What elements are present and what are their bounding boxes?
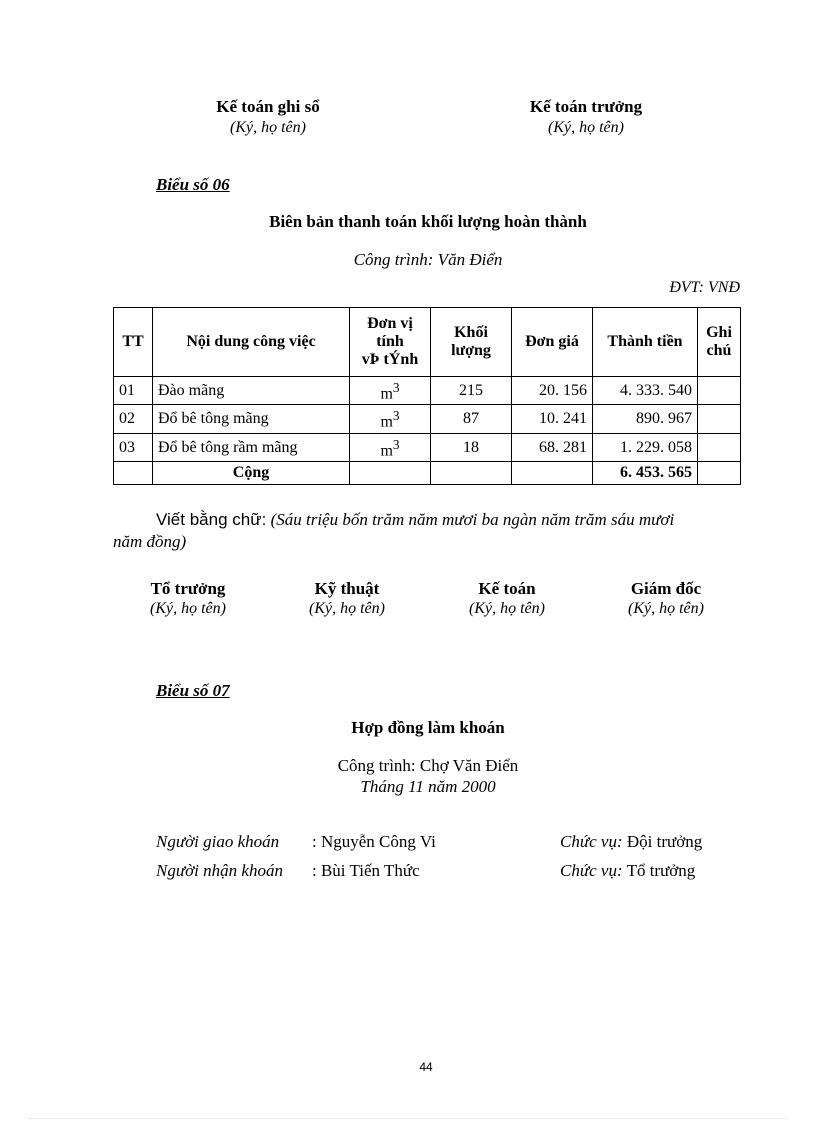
form-07-date: Tháng 11 năm 2000 (360, 777, 496, 796)
signature-sub-giam-doc: (Ký, họ tên) (628, 600, 704, 617)
page-bottom-divider (28, 1118, 788, 1119)
table-header-row (114, 308, 741, 377)
cell-amount: 890. 967 (593, 405, 698, 433)
signature-title-ky-thuat: Kỹ thuật (314, 579, 380, 598)
cell-content: Đổ bê tông rầm mãng (153, 433, 350, 461)
party-name-giao: : Nguyễn Công Vi (312, 832, 436, 851)
unit-sup: 3 (392, 380, 400, 395)
unit-sup: 3 (392, 436, 400, 452)
position-value: Đội trưởng (622, 832, 703, 851)
cell-content: Đào mãng (153, 377, 350, 405)
signature-sub-to-truong: (Ký, họ tên) (150, 600, 226, 617)
signature-title-giam-doc: Giám đốc (630, 579, 702, 598)
cell-note (698, 405, 741, 433)
cell-qty: 215 (431, 377, 512, 405)
cell-unit (350, 433, 431, 461)
words-value-part1: (Sáu triệu bốn trăm năm mươi ba ngàn năm trăm sáu mươi (270, 510, 675, 529)
unit-base: m (380, 385, 393, 403)
col-unit-line2: tính (376, 333, 404, 350)
form-07-label: Biểu số 07 (156, 681, 230, 700)
col-note-line2: chú (706, 342, 732, 359)
party-position-nhan (560, 861, 695, 881)
total-row (114, 461, 741, 484)
cell-empty (350, 461, 431, 484)
form-06-project: Công trình: Văn Điển (353, 250, 503, 269)
signature-title-ke-toan: Kế toán (478, 579, 536, 598)
cell-amount: 4. 333. 540 (593, 377, 698, 405)
form-06-title: Biên bản thanh toán khối lượng hoàn thành (269, 212, 587, 231)
col-content: Nội dung công việc (153, 308, 350, 377)
col-qty-line1: Khối (454, 324, 488, 341)
unit-base: m (380, 441, 393, 459)
col-qty-line2: lượng (451, 342, 491, 359)
cell-tt: 01 (114, 377, 153, 405)
col-unit-line1: Đơn vị (367, 315, 413, 332)
cell-content: Đổ bê tông mãng (153, 405, 350, 433)
col-amount: Thành tiền (593, 308, 698, 377)
cell-price: 68. 281 (512, 433, 593, 461)
position-label: Chức vụ: (560, 832, 623, 851)
amount-in-words-line2: năm đồng) (113, 532, 187, 551)
signature-sub-ke-toan: (Ký, họ tên) (469, 600, 545, 617)
cell-tt: 03 (114, 433, 153, 461)
cell-price: 10. 241 (512, 405, 593, 433)
party-role-nhan: Người nhận khoán (156, 861, 283, 880)
total-amount: 6. 453. 565 (593, 461, 698, 484)
amount-in-words-line1 (156, 510, 674, 530)
table-row (114, 377, 741, 405)
party-role-giao: Người giao khoán (156, 832, 280, 851)
cell-empty (431, 461, 512, 484)
col-tt: TT (114, 308, 153, 377)
signature-sub-ke-toan-ghi-so: (Ký, họ tên) (230, 119, 306, 136)
party-position-giao (560, 832, 702, 852)
signature-sub-ky-thuat: (Ký, họ tên) (309, 600, 385, 617)
position-value: Tổ trưởng (622, 861, 696, 880)
signature-title-ke-toan-ghi-so: Kế toán ghi sổ (216, 97, 320, 116)
unit-sup: 3 (392, 408, 400, 424)
cell-note (698, 377, 741, 405)
form-07-title: Hợp đồng làm khoán (351, 718, 505, 737)
col-note-line1: Ghi (706, 324, 732, 341)
cell-price: 20. 156 (512, 377, 593, 405)
col-price: Đơn giá (512, 308, 593, 377)
table-row (114, 433, 741, 461)
cell-qty: 87 (431, 405, 512, 433)
position-label: Chức vụ: (560, 861, 623, 880)
cell-empty (512, 461, 593, 484)
signature-title-ke-toan-truong: Kế toán trưởng (529, 97, 643, 116)
col-unit-line3: vÞ tÝnh (361, 351, 419, 368)
form-06-label: Biểu số 06 (156, 175, 230, 194)
cell-unit (350, 405, 431, 433)
total-label: Cộng (153, 461, 350, 484)
cell-note (698, 433, 741, 461)
cell-qty: 18 (431, 433, 512, 461)
currency-unit: ĐVT: VNĐ (669, 279, 740, 296)
col-note (698, 308, 741, 377)
unit-base: m (380, 413, 393, 431)
col-qty (431, 308, 512, 377)
party-name-nhan: : Bùi Tiến Thức (312, 861, 420, 880)
signature-title-to-truong: Tổ trưởng (150, 579, 226, 598)
form-07-project: Công trình: Chợ Văn Điển (337, 756, 519, 775)
col-unit (350, 308, 431, 377)
cell-unit (350, 377, 431, 405)
cell-empty (698, 461, 741, 484)
table-row (114, 405, 741, 433)
page-number: 44 (419, 1060, 433, 1074)
cell-tt-empty (114, 461, 153, 484)
signature-sub-ke-toan-truong: (Ký, họ tên) (548, 119, 624, 136)
cell-tt: 02 (114, 405, 153, 433)
payment-table (113, 307, 741, 485)
cell-amount: 1. 229. 058 (593, 433, 698, 461)
words-label: Viết bằng chữ: (156, 510, 267, 529)
